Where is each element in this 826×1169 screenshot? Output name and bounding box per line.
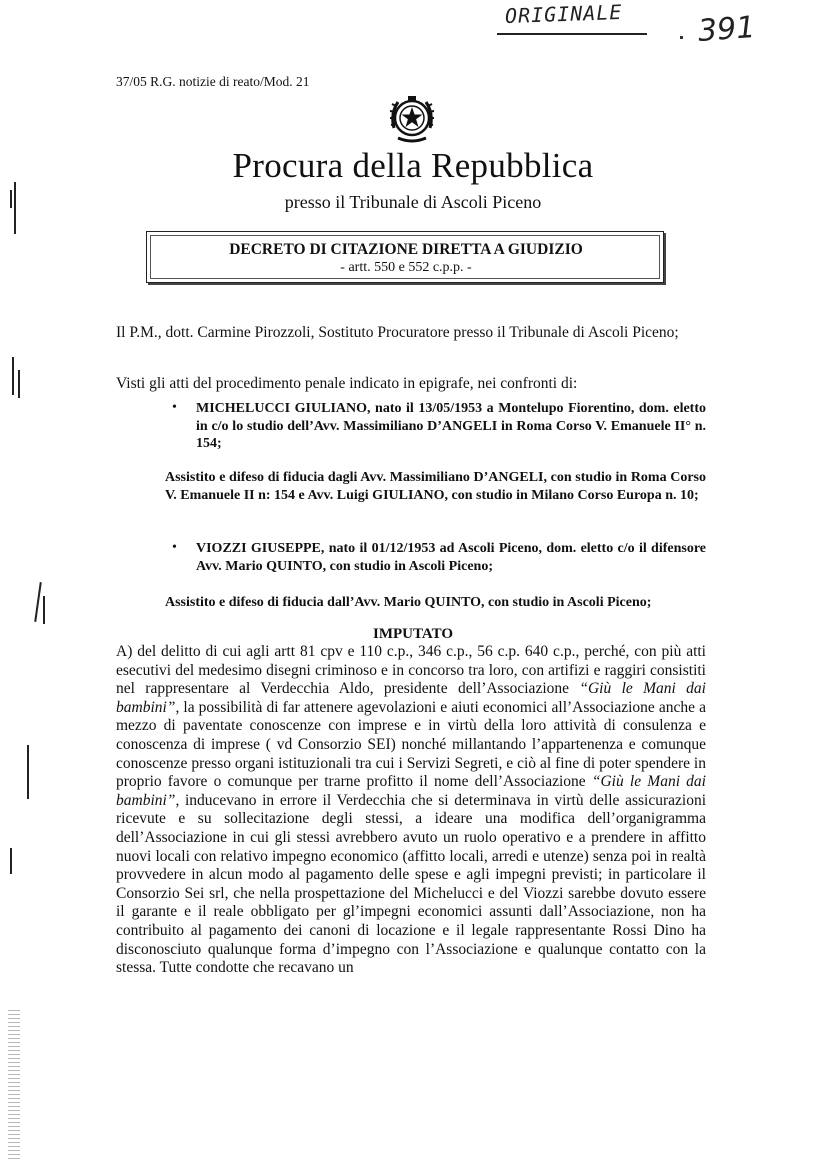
association-name: “Giù le Mani dai bambini” (116, 680, 706, 716)
handwritten-page-number: 391 (696, 10, 757, 49)
office-title: Procura della Repubblica (232, 146, 594, 185)
charge-paragraph (116, 643, 706, 978)
margin-mark (10, 848, 12, 874)
margin-mark (14, 182, 16, 234)
imputato-heading: IMPUTATO (372, 626, 453, 642)
bullet-point: • (172, 400, 177, 415)
margin-mark (43, 596, 45, 624)
italian-republic-emblem-icon (386, 94, 438, 146)
charge-text: , la possibilità di far attenere agevolazioni e aiuti economici all’Associazione anche a mezzo di paventate conoscenze con imprese e in virtù della loro attività di consulenza e conoscenza di imprese ( vd Consorzio SEI) nonché millantando l’appartenenza e comunque conoscenze presso organi istituzionali tra cui i Servizi Segreti, e ciò al fine di poter spendere in proprio favore o comunque per trarne profitto il nome dell’Associazione (116, 698, 706, 791)
decree-articles: - artt. 550 e 552 c.p.p. - (340, 260, 472, 275)
margin-mark (10, 190, 12, 208)
defense-viozzi: Assistito e difeso di fiducia dall’Avv. Mario QUINTO, con studio in Ascoli Piceno; (165, 595, 652, 610)
defense-michelucci: Assistito e difeso di fiducia dagli Avv. Massimiliano D’ANGELI, con studio in Roma Corso V. Emanuele II n: 154 e Avv. Luigi GIULIANO, con studio in Milano Corso Europa n. 10; (165, 470, 706, 503)
handwritten-underline (497, 33, 647, 35)
defendant-viozzi: VIOZZI GIUSEPPE, nato il 01/12/1953 ad Ascoli Piceno, dom. eletto c/o il difensore Avv. Mario QUINTO, con studio in Ascoli Piceno; (196, 541, 706, 574)
decree-title: DECRETO DI CITAZIONE DIRETTA A GIUDIZIO (229, 241, 583, 258)
scan-edge-noise (8, 1010, 20, 1160)
margin-mark (18, 370, 20, 398)
handwritten-dot (680, 36, 683, 39)
charge-text: , inducevano in errore il Verdecchia che si determinava in virtù delle assicurazioni ricevute e su sollecitazione degli stessi, a ideare una modifica dell’organigramma dell’Associazione in cui gli stessi avrebbero avuto un ruolo operativo e a prendere in affitto nuovi locali con relativo impegno economico (affitto locali, arredi e utenze) senza poi in realtà provvedere in alcun modo al pagamento delle spese e agli impegni previsti; in particolare il Consorzio Sei srl, che nella prospettazione del Michelucci e del Viozzi sarebbe dovuto essere il garante e il reale obbligato per gl’impegni economici assunti dall’Associazione, non ha contribuito al pagamento dei canoni di locazione e il legale rappresentante Rossi Dino ha disconosciuto qualunque forma d’impegno con l’Associazione e qualunque contatto con la stessa. Tutte condotte che recavano un (116, 791, 706, 977)
margin-mark (27, 745, 29, 799)
defendant-michelucci: MICHELUCCI GIULIANO, nato il 13/05/1953 a Montelupo Fiorentino, dom. eletto in c/o lo studio dell’Avv. Massimiliano D’ANGELI in Roma Corso V. Emanuele II° n. 154; (196, 401, 706, 451)
pm-paragraph: Il P.M., dott. Carmine Pirozzoli, Sostituto Procuratore presso il Tribunale di Ascoli Piceno; (116, 324, 679, 341)
case-reference: 37/05 R.G. notizie di reato/Mod. 21 (116, 74, 310, 89)
association-name: “Giù le Mani dai bambini” (116, 773, 706, 809)
office-subtitle: presso il Tribunale di Ascoli Piceno (284, 192, 542, 212)
margin-mark (34, 582, 42, 622)
visti-paragraph: Visti gli atti del procedimento penale indicato in epigrafe, nei confronti di: (116, 375, 578, 392)
originale-handwritten-note: ORIGINALE (504, 0, 623, 29)
bullet-point: • (172, 540, 177, 555)
charge-text: A) del delitto di cui agli artt 81 cpv e 110 c.p., 346 c.p., 56 c.p. 640 c.p., perché, con più atti esecutivi del medesimo disegni criminoso e in concorso tra loro, con artifizi e raggiri consistiti nel rappresentare al Verdecchia Aldo, presidente dell’Associazione (116, 643, 706, 698)
margin-mark (12, 357, 14, 395)
